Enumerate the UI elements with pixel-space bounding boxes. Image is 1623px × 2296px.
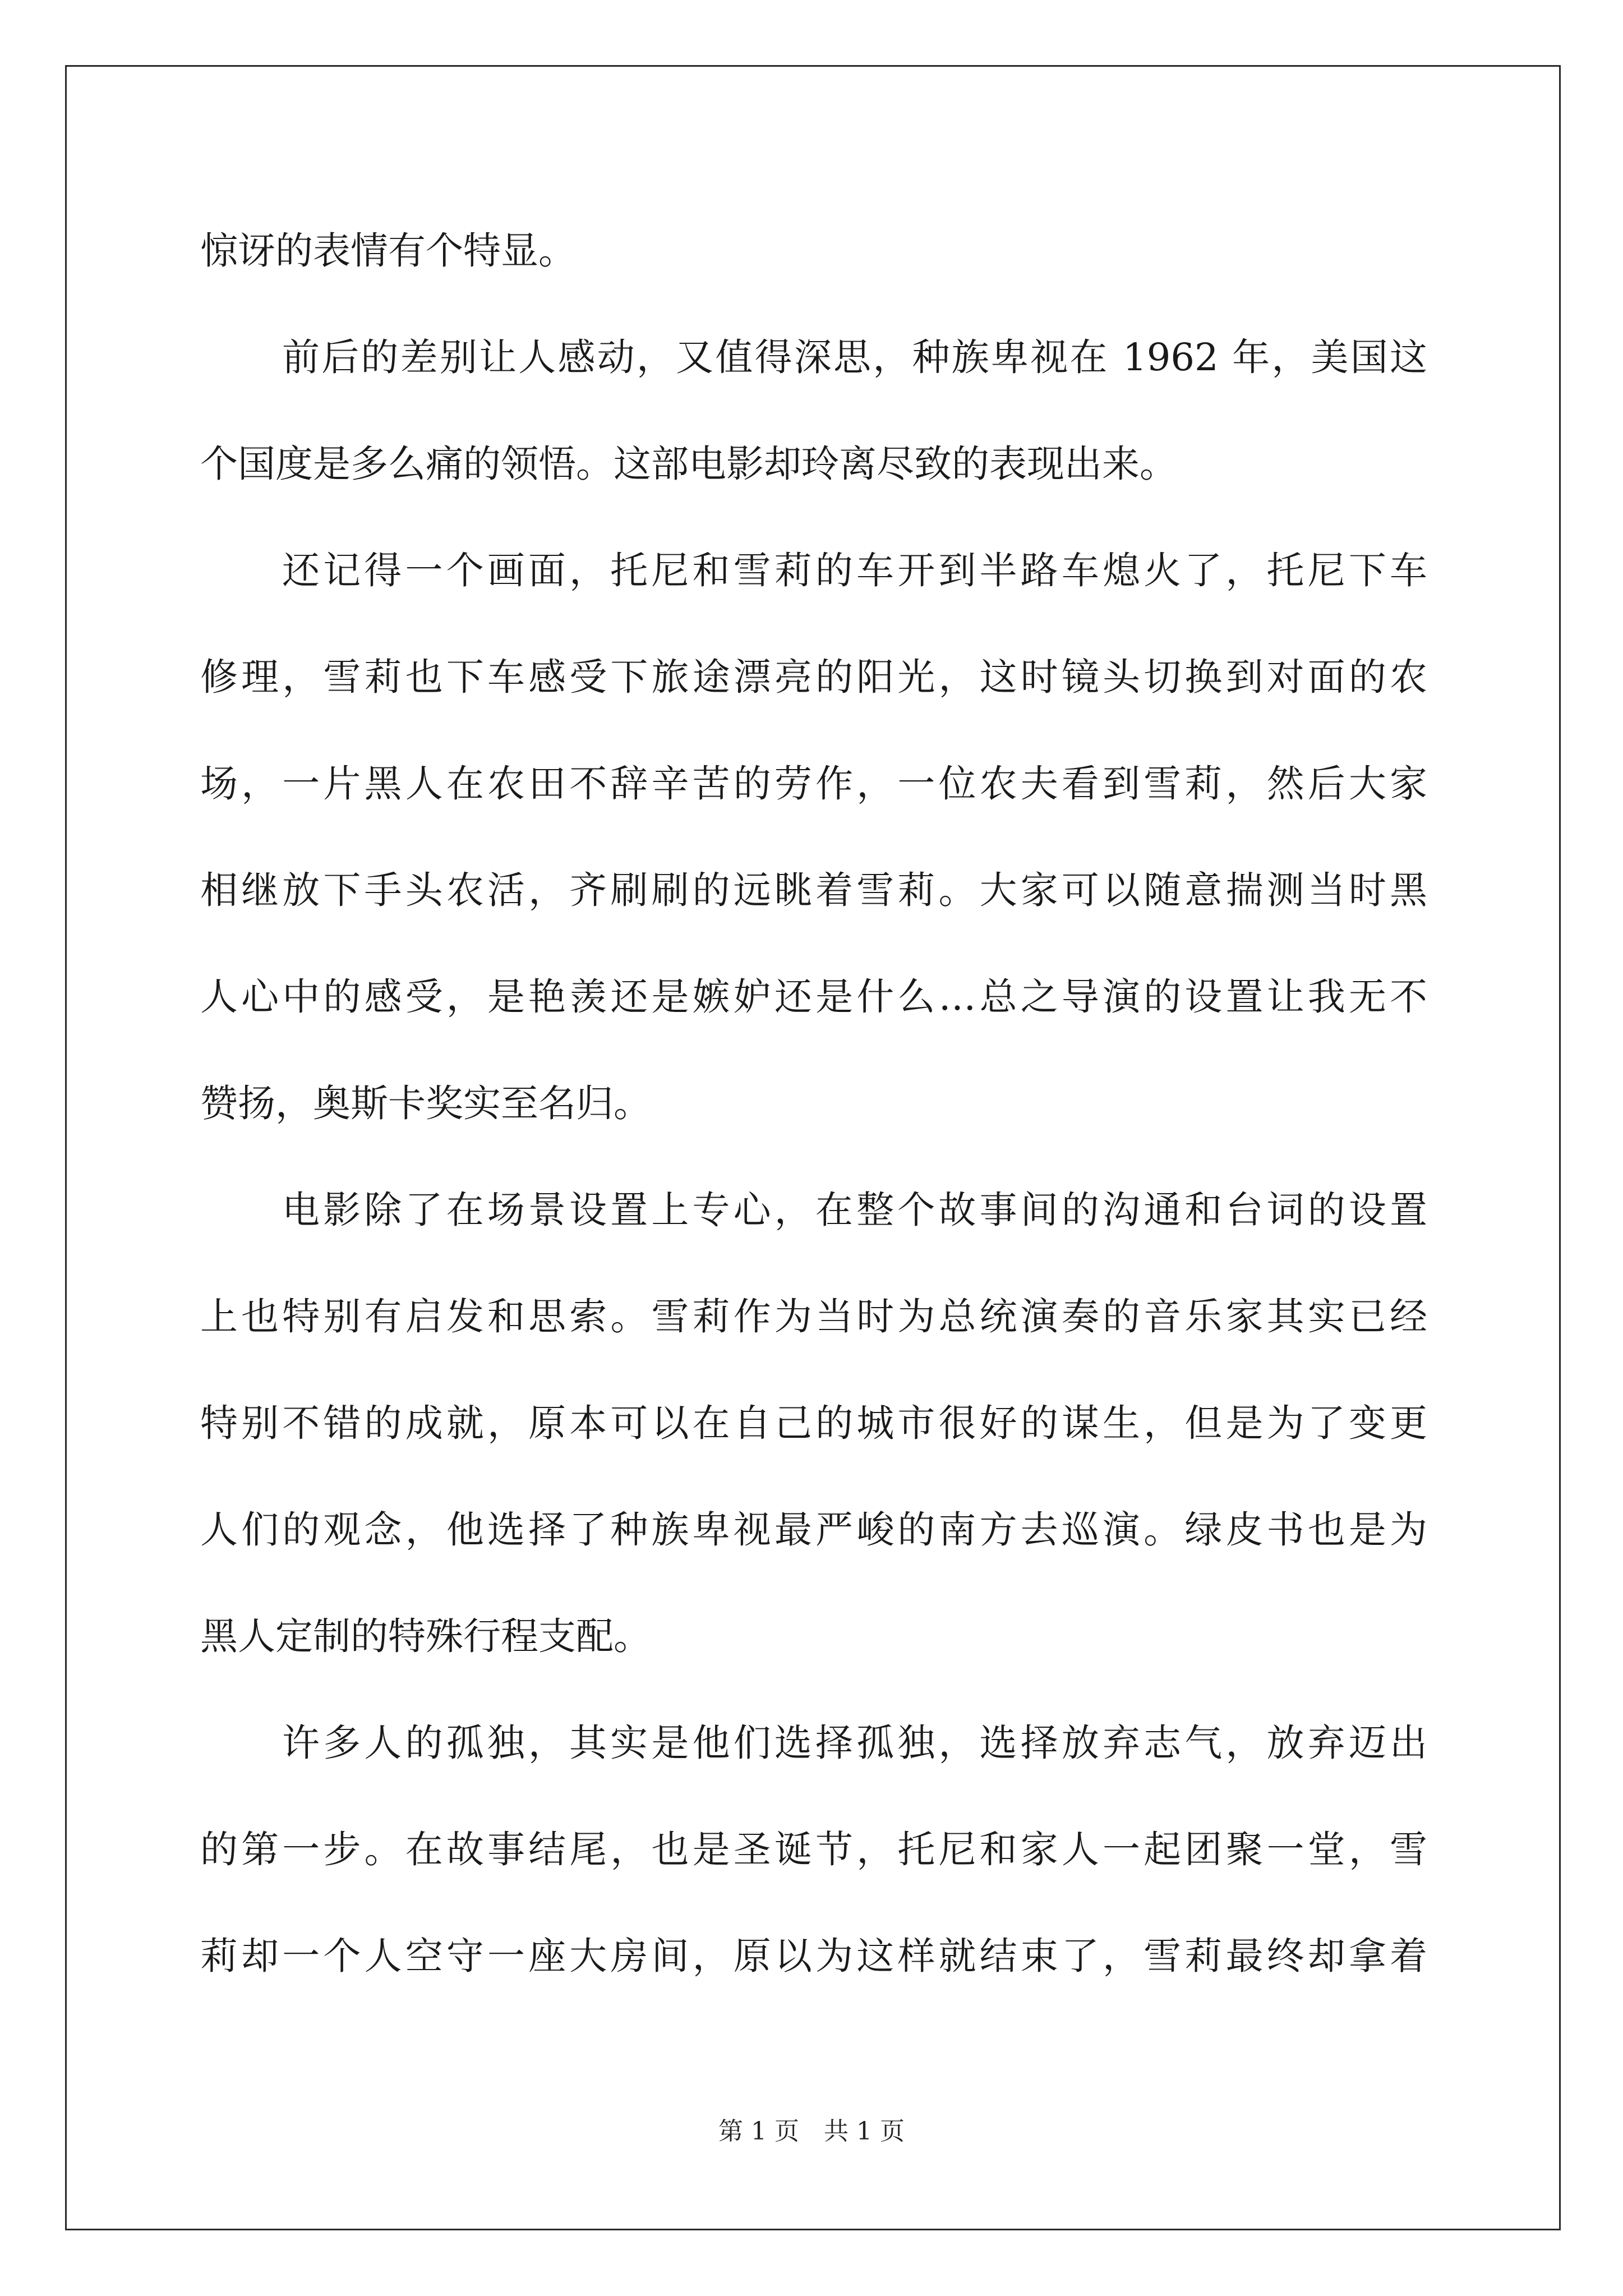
text-line: 黑人定制的特殊行程支配。 bbox=[200, 1614, 651, 1658]
text-line: 的第一步。在故事结尾，也是圣诞节，托尼和家人一起团聚一堂，雪 bbox=[200, 1828, 1427, 1871]
text-line: 相继放下手头农活，齐刷刷的远眺着雪莉。大家可以随意揣测当时黑 bbox=[200, 868, 1427, 912]
paragraph-first-line: 还记得一个画面，托尼和雪莉的车开到半路车熄火了，托尼下车 bbox=[282, 549, 1427, 592]
text-line: 个国度是多么痛的领悟。这部电影却玲离尽致的表现出来。 bbox=[200, 442, 1177, 486]
total-pages: 共 1 页 bbox=[824, 2117, 905, 2146]
paragraph-first-line: 前后的差别让人感动，又值得深思，种族卑视在 1962 年，美国这 bbox=[282, 335, 1427, 379]
page-footer bbox=[0, 2115, 1623, 2148]
text-line: 修理，雪莉也下车感受下旅途漂亮的阳光，这时镜头切换到对面的农 bbox=[200, 655, 1427, 699]
text-line: 惊讶的表情有个特显。 bbox=[200, 229, 576, 273]
text-line: 人心中的感受，是艳羡还是嫉妒还是什么…总之导演的设置让我无不 bbox=[200, 975, 1427, 1019]
paragraph-first-line: 电影除了在场景设置上专心，在整个故事间的沟通和台词的设置 bbox=[282, 1188, 1427, 1232]
paragraph-first-line: 许多人的孤独，其实是他们选择孤独，选择放弃志气，放弃迈出 bbox=[282, 1721, 1427, 1765]
text-line: 上也特别有启发和思索。雪莉作为当时为总统演奏的音乐家其实已经 bbox=[200, 1295, 1427, 1338]
text-line: 场，一片黑人在农田不辞辛苦的劳作，一位农夫看到雪莉，然后大家 bbox=[200, 762, 1427, 806]
text-line: 特别不错的成就，原本可以在自己的城市很好的谋生，但是为了变更 bbox=[200, 1401, 1427, 1445]
page-border bbox=[65, 65, 1561, 2230]
text-line: 赞扬，奥斯卡奖实至名归。 bbox=[200, 1082, 651, 1125]
page-number: 第 1 页 bbox=[718, 2117, 799, 2146]
text-line: 人们的观念，他选择了种族卑视最严峻的南方去巡演。绿皮书也是为 bbox=[200, 1508, 1427, 1552]
text-line: 莉却一个人空守一座大房间，原以为这样就结束了，雪莉最终却拿着 bbox=[200, 1934, 1427, 1978]
